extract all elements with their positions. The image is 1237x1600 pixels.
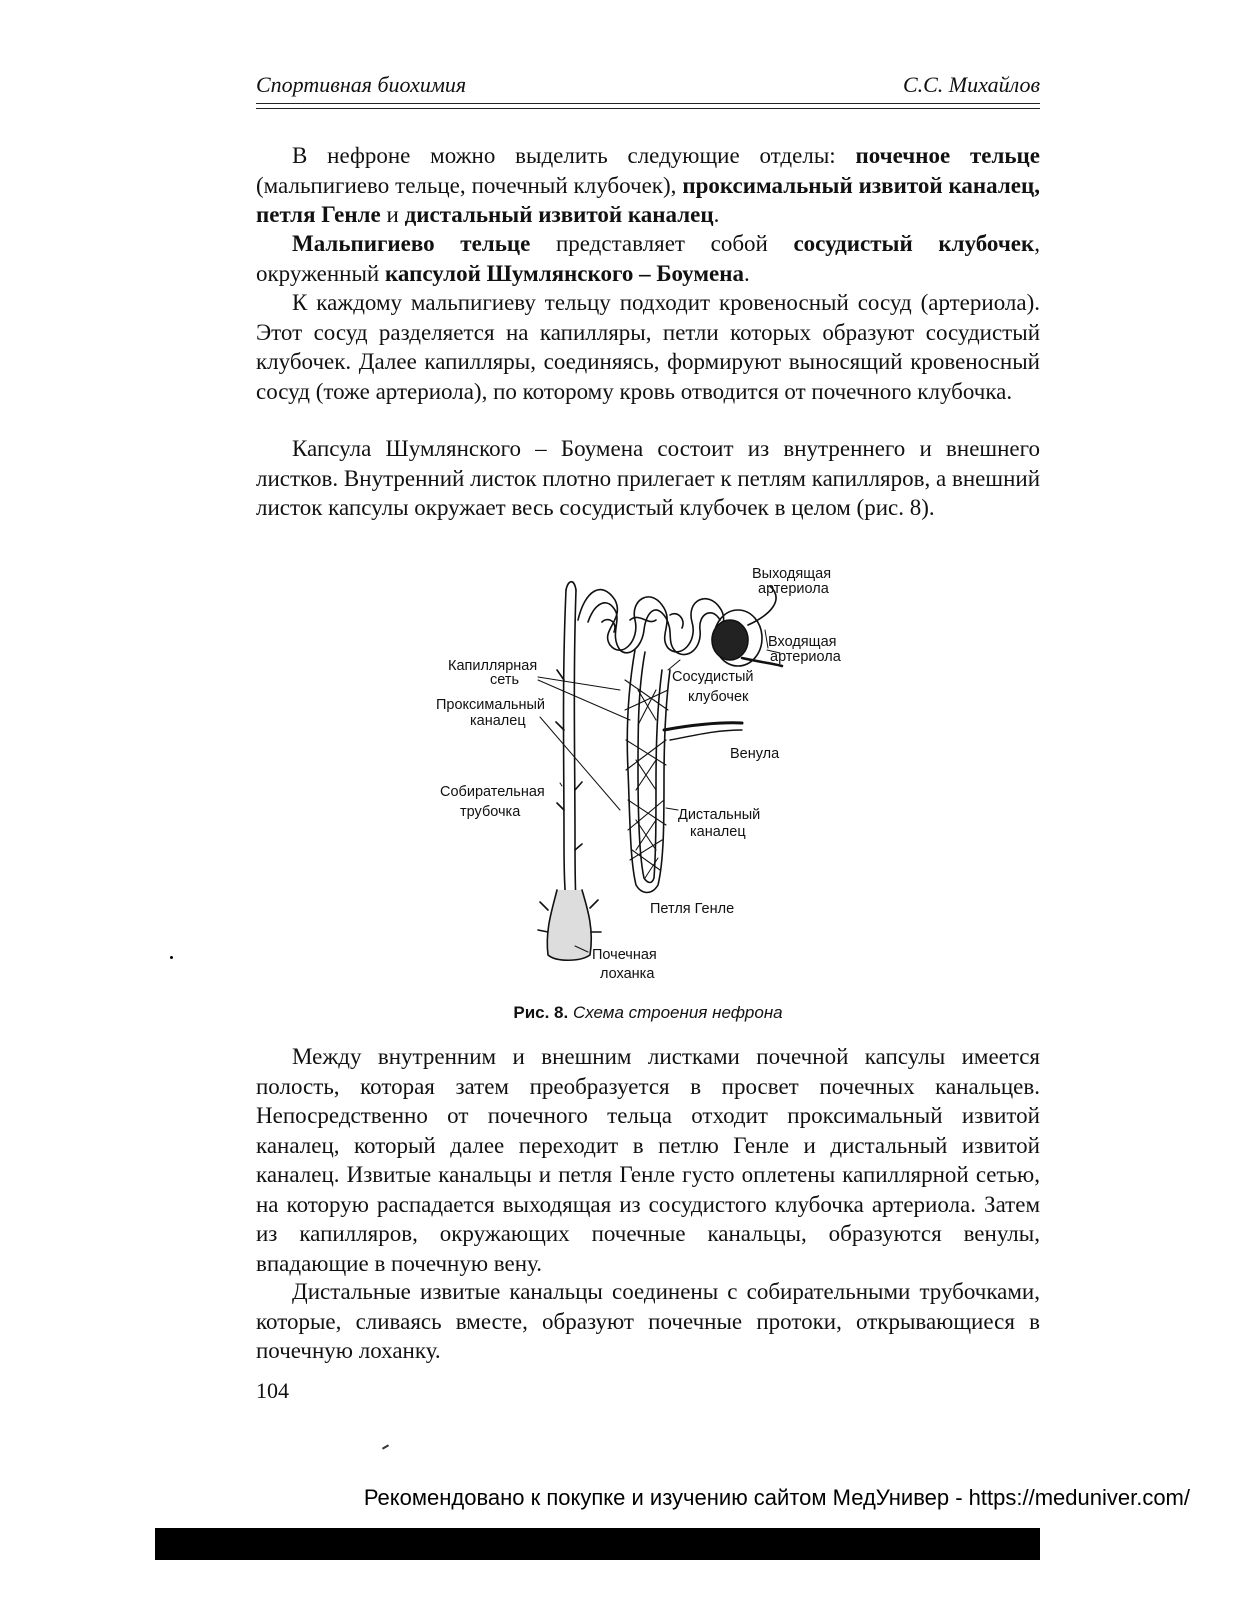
label-distal-tubule: Дистальный	[678, 807, 761, 823]
paragraph-5: Между внутренним и внешним листками почечной капсулы имеется полость, которая затем преобразуется в просвет почечных канальцев. Непосредственно от почечного тельца отходит проксимальный извитой каналец, который далее переходит в петлю Генле и дистальный извитой каналец. Извитые канальцы и петля Генле густо оплетены капиллярной сетью, на которую распадается выходящая из сосудистого клубочка артериола. Затем из капилляров, окружающих почечные канальцы, образуются венулы, впадающие в почечную вену.	[256, 1044, 1040, 1276]
nephron-svg	[430, 560, 870, 990]
label-afferent-arteriole-2: артериола	[770, 649, 841, 665]
header-rule-thin	[256, 108, 1040, 109]
text-run: , окруженный	[256, 231, 1041, 286]
label-capillary-network: Капиллярная	[448, 658, 538, 674]
label-capillary-network-2: сеть	[490, 672, 520, 688]
book-title: Спортивная биохимия	[256, 72, 467, 97]
label-afferent-arteriole: Входящая	[768, 634, 837, 650]
bold-term: капсулой Шумлянского – Боумена	[385, 260, 744, 286]
text-run: В нефроне можно выделить следующие отделы:	[292, 143, 856, 168]
label-glomerulus-2: клубочек	[688, 689, 749, 705]
bold-term: проксимальный извитой каналец, петля Генле	[256, 172, 1040, 227]
scan-speck	[170, 956, 173, 959]
label-glomerulus: Сосудистый	[672, 669, 754, 685]
footer-recommendation: Рекомендовано к покупке и изучению сайтом МедУнивер - https://meduniver.com/	[363, 1485, 1190, 1510]
label-venule: Венула	[730, 746, 780, 762]
figure-number: Рис. 8.	[513, 1003, 569, 1022]
paragraph-4: Капсула Шумлянского – Боумена состоит из внутреннего и внешнего листков. Внутренний листок плотно прилегает к петлям капилляров, а внешний листок капсулы окружает весь сосудистый клубочек в целом (рис. 8).	[256, 436, 1040, 520]
text-run: .	[744, 260, 750, 286]
bold-term: почечное тельце	[855, 143, 1040, 168]
paragraph-3: К каждому мальпигиеву тельцу подходит кровеносный сосуд (артериола). Этот сосуд разделяется на капилляры, петли которых образуют сосудистый клубочек. Далее капилляры, соединяясь, формируют выносящий кровеносный сосуд (тоже артериола), по которому кровь отводится от почечного клубочка.	[256, 290, 1040, 404]
author-name: С.С. Михайлов	[902, 72, 1040, 97]
text-run: (мальпигиево тельце, почечный клубочек),	[256, 172, 683, 198]
label-loop-of-henle: Петля Генле	[650, 901, 735, 917]
text-run: .	[713, 202, 720, 227]
bold-term: Мальпигиево тельце	[292, 231, 531, 256]
figure-title: Схема строения нефрона	[568, 1003, 783, 1022]
label-proximal-tubule: Проксимальный	[436, 697, 545, 713]
label-efferent-arteriole-2: артериола	[758, 581, 829, 597]
text-run: представляет собой	[530, 231, 794, 256]
label-distal-tubule-2: каналец	[690, 824, 746, 840]
figure-caption	[256, 1003, 1040, 1023]
paragraph-2	[256, 229, 1040, 288]
label-collecting-tubule: Собирательная	[440, 784, 545, 800]
label-proximal-tubule-2: каналец	[470, 713, 526, 729]
paragraph-1	[256, 141, 1040, 230]
label-efferent-arteriole: Выходящая	[752, 566, 832, 582]
scan-edge-bar	[155, 1528, 1040, 1560]
label-renal-pelvis: Почечная	[592, 947, 657, 963]
bold-term: дистальный извитой каналец	[404, 202, 714, 227]
bold-term: сосудистый клубочек	[793, 231, 1035, 256]
header-rule	[256, 103, 1040, 104]
paragraph-6: Дистальные извитые канальцы соединены с собирательными трубочками, которые, сливаясь вместе, образуют почечные протоки, открывающиеся в почечную лоханку.	[256, 1279, 1040, 1363]
page-number: 104	[256, 1378, 289, 1403]
nephron-diagram	[430, 560, 870, 990]
running-header	[256, 72, 1040, 106]
label-renal-pelvis-2: лоханка	[600, 966, 655, 982]
label-collecting-tubule-2: трубочка	[460, 804, 521, 820]
text-run: и	[380, 202, 405, 227]
scan-mark	[382, 1444, 389, 1449]
